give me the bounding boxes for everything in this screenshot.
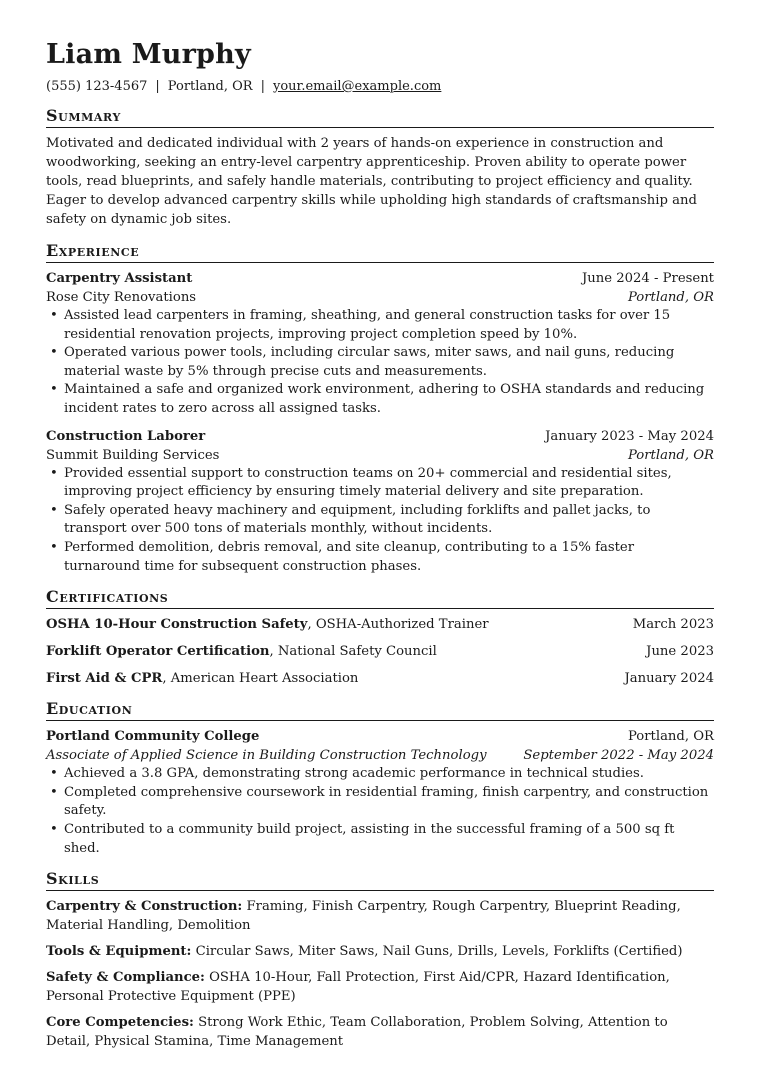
contact-separator: | [260, 79, 265, 94]
summary-text: Motivated and dedicated individual with 2 years of hands-on experience in construction and woodworking, seeking an entry-level carpentry apprenticeship. Proven ability to operate power tools, read blueprints, and safely handle materials, contributing to project efficiency and quality. Eager to develop advanced carpentry skills while upholding high standards of craftsmanship and safety on dynamic job sites. [46, 136, 697, 227]
cert-list [46, 615, 714, 688]
skill-label: Core Competencies: [46, 1015, 194, 1031]
job-company: Summit Building Services [46, 447, 220, 463]
skill-group [46, 942, 714, 961]
summary-section [46, 106, 714, 229]
education-dates: September 2022 - May 2024 [523, 748, 714, 764]
cert-issuer: , National Safety Council [269, 644, 437, 660]
section-title-experience: Experience [46, 241, 714, 263]
skill-values: Strong Work Ethic, Team Collaboration, Problem Solving, Attention to Detail, Physical Stamina, Time Management [46, 1015, 668, 1050]
bullet-item: • Contributed to a community build project, assisting in the successful framing of a 500 sq ft shed. [46, 821, 714, 858]
job-bullets [46, 307, 714, 419]
location: Portland, OR [167, 79, 253, 94]
cert-date: January 2024 [624, 671, 714, 687]
skill-label: Safety & Compliance: [46, 970, 205, 986]
bullet-item: • Performed demolition, debris removal, and site cleanup, contributing to a 15% faster turnaround time for subsequent construction phases. [46, 539, 714, 576]
section-title-certifications: Certifications [46, 587, 714, 609]
skill-values: Circular Saws, Miter Saws, Nail Guns, Drills, Levels, Forklifts (Certified) [191, 944, 683, 960]
bullet-item: • Completed comprehensive coursework in residential framing, finish carpentry, and construction safety. [46, 784, 714, 821]
experience-section [46, 241, 714, 576]
bullet-item: • Safely operated heavy machinery and equipment, including forklifts and pallet jacks, to transport over 500 tons of materials monthly, without incidents. [46, 502, 714, 539]
bullet-item: • Assisted lead carpenters in framing, sheathing, and general construction tasks for over 15 residential renovation projects, improving project completion speed by 10%. [46, 307, 714, 344]
skill-label: Carpentry & Construction: [46, 899, 243, 915]
contact-line [46, 78, 714, 96]
job-role: Construction Laborer [46, 428, 206, 444]
job-dates: January 2023 - May 2024 [545, 428, 714, 444]
section-title-skills: Skills [46, 869, 714, 891]
education-bullets [46, 765, 714, 858]
cert-date: June 2023 [646, 644, 714, 660]
job-company: Rose City Renovations [46, 290, 197, 305]
skill-label: Tools & Equipment: [46, 944, 192, 960]
phone-number: (555) 123-4567 [46, 79, 148, 94]
school-name: Portland Community College [46, 729, 260, 745]
job-location: Portland, OR [627, 447, 714, 463]
skill-group [46, 968, 714, 1006]
school-location: Portland, OR [627, 729, 714, 745]
job-entry [46, 427, 714, 577]
job-entry [46, 269, 714, 419]
degree: Associate of Applied Science in Building Construction Technology [46, 748, 487, 764]
cert-name: Forklift Operator Certification [46, 644, 270, 660]
cert-issuer: , American Heart Association [162, 671, 359, 687]
bullet-item: • Maintained a safe and organized work environment, adhering to OSHA standards and reducing incident rates to zero across all assigned tasks. [46, 381, 714, 418]
skills-list [46, 897, 714, 1051]
skill-group [46, 897, 714, 935]
email-link[interactable]: your.email@example.com [272, 79, 442, 94]
cert-name: First Aid & CPR [46, 671, 163, 687]
certifications-section [46, 587, 714, 688]
section-title-education: Education [46, 699, 714, 721]
cert-item [46, 615, 714, 634]
skill-group [46, 1013, 714, 1051]
cert-name: OSHA 10-Hour Construction Safety [46, 617, 308, 633]
section-title-summary: Summary [46, 106, 714, 128]
job-dates: June 2024 - Present [581, 271, 714, 286]
skills-section [46, 869, 714, 1051]
candidate-name: Liam Murphy [46, 39, 251, 70]
skill-values: OSHA 10-Hour, Fall Protection, First Aid/CPR, Hazard Identification, Personal Protective Equipment (PPE) [46, 970, 670, 1005]
cert-item [46, 642, 714, 661]
bullet-item: • Achieved a 3.8 GPA, demonstrating strong academic performance in technical studies. [46, 765, 714, 784]
job-location: Portland, OR [627, 290, 714, 305]
cert-issuer: , OSHA-Authorized Trainer [307, 617, 489, 633]
cert-item [46, 669, 714, 688]
education-section [46, 699, 714, 858]
job-role: Carpentry Assistant [46, 271, 193, 286]
contact-separator: | [155, 79, 160, 94]
skill-values: Framing, Finish Carpentry, Rough Carpentry, Blueprint Reading, Material Handling, Demolition [46, 899, 681, 934]
bullet-item: • Provided essential support to construction teams on 20+ commercial and residential sites, improving project efficiency by ensuring timely material delivery and site preparation. [46, 465, 714, 502]
education-entry [46, 727, 714, 858]
bullet-item: • Operated various power tools, including circular saws, miter saws, and nail guns, reducing material waste by 5% through precise cuts and measurements. [46, 344, 714, 381]
job-bullets [46, 465, 714, 577]
cert-date: March 2023 [632, 617, 714, 633]
